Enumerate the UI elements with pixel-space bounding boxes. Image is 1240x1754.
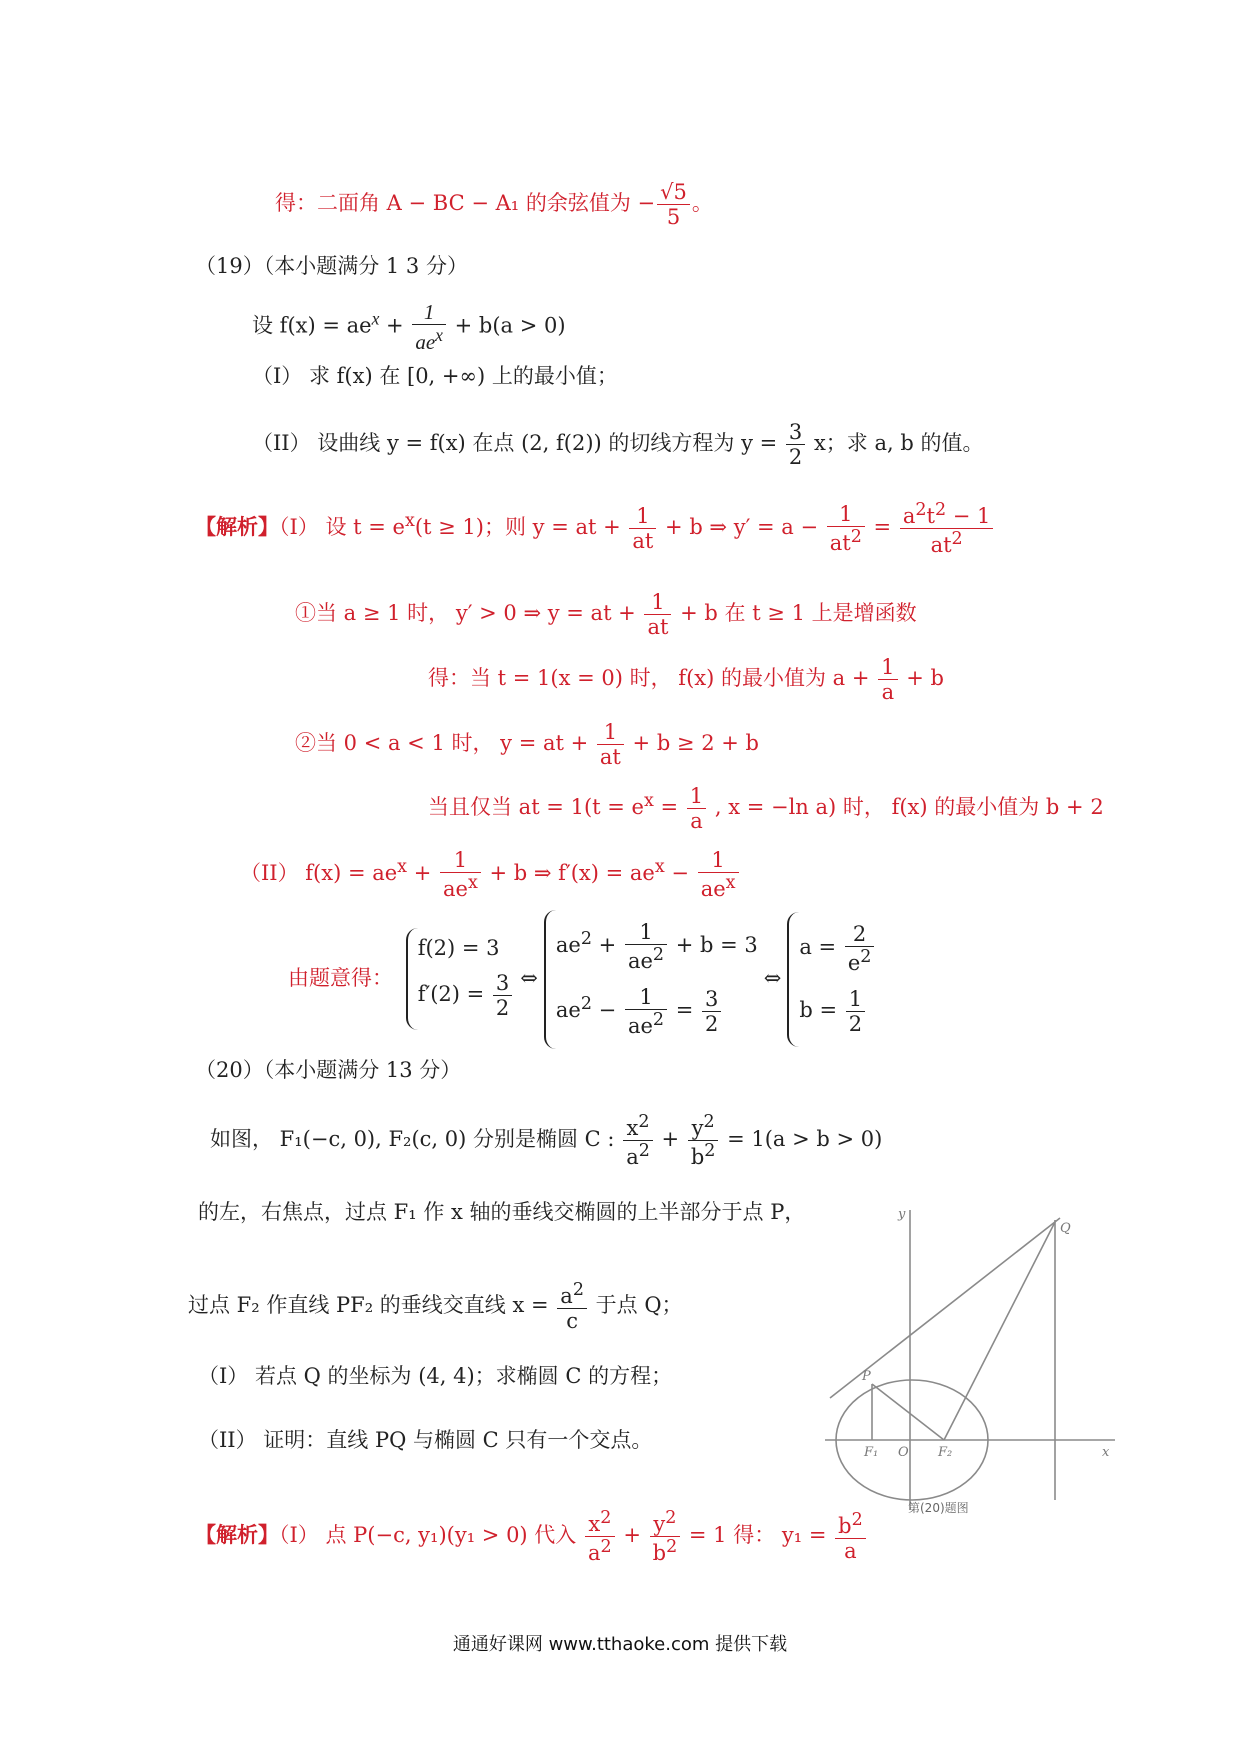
q19-case1 (295, 590, 917, 639)
text: = (660, 795, 685, 820)
text: ②当 0 < a < 1 时， y = at + (295, 731, 589, 756)
q20-header: （20）（本小题满分 13 分） (195, 1058, 462, 1082)
text: (t ≥ 1)；则 y = at + (414, 515, 621, 540)
y-label: y (898, 1207, 906, 1222)
f2-label: F₂ (938, 1445, 953, 1460)
solution-label: 【解析】 (195, 514, 279, 540)
brace-system-2: $ae^2$ + $\frac{1}{ae^2}$ + b = 3 $ae^2$ − $\frac{1}{ae^2}$ = $\frac{3}{2}$ (544, 910, 758, 1049)
denominator: 5 (666, 205, 681, 230)
pf2-segment (872, 1384, 944, 1440)
fraction: $\frac{b^2}{a}$ (835, 1510, 866, 1563)
text: 。 (691, 191, 713, 216)
q19-part1: （I） 求 f(x) 在 [0, +∞) 上的最小值； (252, 364, 618, 388)
text: + b (906, 666, 944, 691)
fraction: $\frac{1}{ae^x}$ (698, 848, 739, 901)
text: + b(a > 0) (454, 313, 566, 338)
fraction: $\frac{1}{at^2}$ (827, 502, 865, 555)
text: （I） 设 t = e (279, 515, 405, 540)
q20-line3 (188, 1280, 683, 1333)
q20-part1: （I） 若点 Q 的坐标为 (4, 4)；求椭圆 C 的方程； (198, 1364, 673, 1388)
numerator: √5 (657, 180, 690, 205)
text: = 1 得： y₁ = (688, 1523, 827, 1548)
q20-solution: 【解析】（I） 点 P(−c, y₁)(y₁ > 0) 代入 $\frac{x^2}{a^2}$ + $\frac{y^2}{b^2}$ = 1 得： y₁ = $\frac{b^2}{a}$ (195, 1508, 868, 1565)
q19-header: （19）（本小题满分 1 3 分） (195, 254, 468, 278)
q19-case2 (295, 720, 759, 769)
fraction: $\frac{a^2}{c}$ (557, 1280, 587, 1333)
text: ①当 a ≥ 1 时， y′ > 0 ⇒ y = at + (295, 601, 636, 626)
text: = 1(a > b > 0) (727, 1127, 883, 1152)
x-label: x (1102, 1445, 1110, 1460)
fraction: $\frac{1}{a}$ (687, 784, 706, 833)
p-label: P (862, 1369, 871, 1384)
q20-line2: 的左，右焦点，过点 F₁ 作 x 轴的垂线交椭圆的上半部分于点 P， (198, 1200, 806, 1224)
solution-label: 【解析】 (195, 1522, 279, 1548)
text: 如图， F₁(−c, 0), F₂(c, 0) 分别是椭圆 C : (210, 1127, 615, 1152)
figure-caption: 第(20)题图 (908, 1501, 969, 1515)
text: + b ≥ 2 + b (632, 731, 759, 756)
fraction: $\frac{1}{at}$ (629, 504, 656, 553)
fraction: $\frac{1}{at}$ (644, 590, 671, 639)
text: 设 f(x) = ae (252, 313, 372, 338)
text: x；求 a, b 的值。 (813, 431, 984, 456)
fraction: $\frac{y^2}{b^2}$ (650, 1508, 681, 1565)
text: , x = −ln a) 时， f(x) 的最小值为 b + 2 (714, 795, 1104, 820)
fraction: $\frac{3}{2}$ (786, 420, 805, 469)
text: 由题意得： (288, 965, 393, 990)
text: + b ⇒ y′ = a − (665, 515, 819, 540)
o-label: O (898, 1445, 909, 1460)
q20-line1: 如图， F₁(−c, 0), F₂(c, 0) 分别是椭圆 C : $\frac{x^2}{a^2}$ + $\frac{y^2}{b^2}$ = 1(a > b > 0) (210, 1112, 883, 1170)
footer: 通通好课网 www.tthaoke.com 提供下载 (452, 1634, 788, 1655)
brace-system-1: f(2) = 3 f′(2) = $\frac{3}{2}$ (406, 928, 515, 1030)
fraction: $\frac{x^2}{a^2}$ (585, 1508, 615, 1565)
q19-case1-result (428, 655, 944, 704)
q-label: Q (1060, 1221, 1071, 1236)
text: （II） 设曲线 y = f(x) 在点 (2, f(2)) 的切线方程为 y = (252, 431, 778, 456)
fraction: $\frac{1}{ae^x}$ (440, 848, 481, 901)
text: 当且仅当 at = 1(t = e (428, 795, 644, 820)
q20-part2: （II） 证明：直线 PQ 与椭圆 C 只有一个交点。 (198, 1428, 653, 1452)
q19-system: 由题意得： f(2) = 3 f′(2) = $\frac{3}{2}$ ⇔ $ae^2$ + $\frac{1}{ae^2}$ + b = 3 $ae^2$ − $\frac{1}{ae^2}$ = $\frac{3}{2}$ ⇔ a = $\frac{2}{e^2}$ b = $\frac{1}{2}$ (288, 910, 882, 1049)
text: （I） 点 P(−c, y₁)(y₁ > 0) 代入 (279, 1523, 577, 1548)
text: − (671, 861, 690, 886)
fraction: $\frac{y^2}{b^2}$ (688, 1112, 719, 1169)
q19-solution-part2: （II） $f(x) = ae^x$ + $\frac{1}{ae^x}$ + b ⇒ $f'(x) = ae^x$ − $\frac{1}{ae^x}$ (240, 848, 741, 901)
fraction: $\frac{1}{a}$ (878, 655, 897, 704)
fraction: $\frac{x^2}{a^2}$ (623, 1112, 653, 1169)
text: + b ⇒ f′(x) = ae (489, 861, 655, 886)
dihedral-result (275, 180, 713, 229)
text: （II） f(x) = ae (240, 861, 398, 886)
fraction (657, 180, 690, 229)
q19-part2 (252, 420, 983, 469)
q19-definition: 设 $f(x) = ae^x$ + $\frac{1}{ae^x}$ + b(a > 0) (252, 300, 566, 355)
q19-case2-result: 当且仅当 at = $1(t = e^x$ = $\frac{1}{a}$ , x = −ln a) 时， f(x) 的最小值为 b + 2 (428, 784, 1104, 834)
f1-label: F₁ (864, 1445, 879, 1460)
text: 于点 Q； (595, 1293, 683, 1318)
ellipse-figure (820, 1200, 1120, 1520)
fraction: $\frac{1}{ae^x}$ (412, 300, 446, 354)
fraction: $\frac{a^2t^2 - 1}{at^2}$ (900, 500, 994, 557)
text: 得：当 t = 1(x = 0) 时， f(x) 的最小值为 a + (428, 666, 870, 691)
text: 过点 F₂ 作直线 PF₂ 的垂线交直线 x = (188, 1293, 549, 1318)
brace-system-3: a = $\frac{2}{e^2}$ b = $\frac{1}{2}$ (787, 912, 876, 1047)
fraction: $\frac{1}{at}$ (597, 720, 624, 769)
text: 得：二面角 A − BC − A₁ 的余弦值为 − (275, 191, 656, 216)
f2q-segment (944, 1222, 1055, 1440)
text: + b 在 t ≥ 1 上是增函数 (680, 601, 917, 626)
q19-solution-part1: 【解析】（I） 设 $t = e^x(t \ge 1)$；则 y = at + $\frac{1}{at}$ + b ⇒ y′ = a − $\frac{1}{at^2}$ = $\frac{a^2t^2 - 1}{at^2}$ (195, 500, 995, 557)
